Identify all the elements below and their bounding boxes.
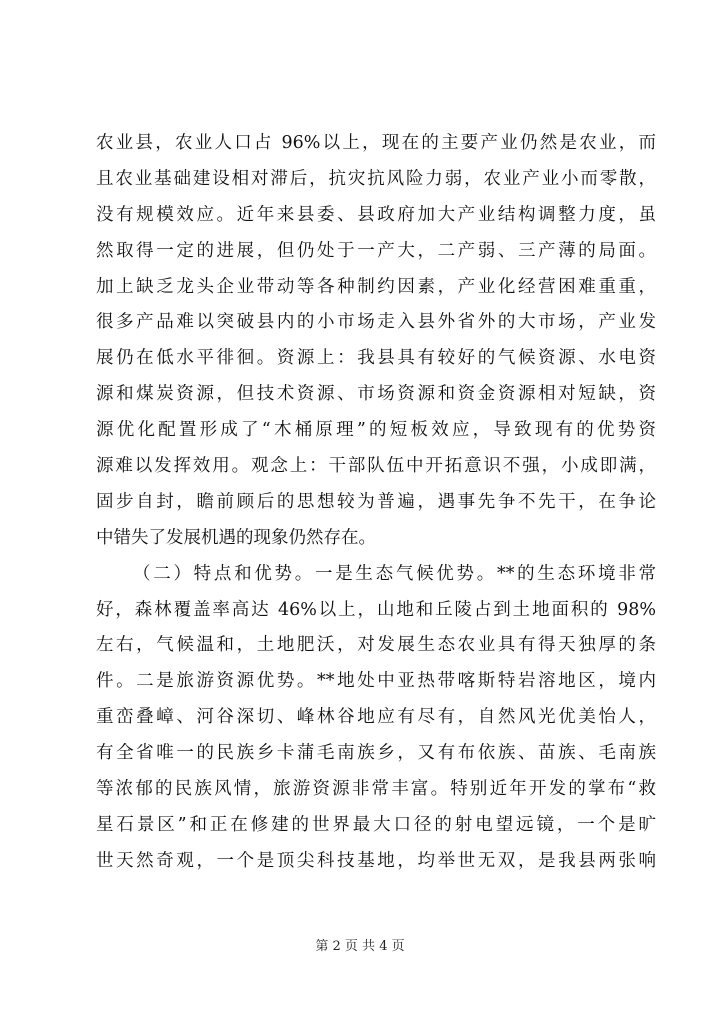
text-line: 源难以发挥效用。观念上：干部队伍中开拓意识不强，小成即满， xyxy=(96,456,656,477)
page-number-footer: 第 2 页 共 4 页 xyxy=(315,939,405,954)
body-text xyxy=(96,126,656,880)
text-line: 源和煤炭资源，但技术资源、市场资源和资金资源相对短缺，资 xyxy=(96,384,656,405)
text-line: 世天然奇观，一个是顶尖科技基地，均举世无双，是我县两张响 xyxy=(96,850,656,871)
text-line: 好，森林覆盖率高达 46%以上，山地和丘陵占到土地面积的 98% xyxy=(96,599,656,620)
text-line: 加上缺乏龙头企业带动等各种制约因素，产业化经营困难重重， xyxy=(96,276,656,297)
text-line: 没有规模效应。近年来县委、县政府加大产业结构调整力度，虽 xyxy=(96,204,656,225)
paragraph-1 xyxy=(96,126,656,557)
paragraph-2 xyxy=(96,557,656,880)
text-line: 件。二是旅游资源优势。**地处中亚热带喀斯特岩溶地区，境内 xyxy=(96,671,656,692)
text-line: 固步自封，瞻前顾后的思想较为普遍，遇事先争不先干，在争论 xyxy=(96,491,656,512)
text-line: 然取得一定的进展，但仍处于一产大，二产弱、三产薄的局面。 xyxy=(96,240,656,261)
text-line: 重峦叠嶂、河谷深切、峰林谷地应有尽有，自然风光优美怡人， xyxy=(96,707,656,728)
text-line: 中错失了发展机遇的现象仍然存在。 xyxy=(96,527,376,548)
text-line: 展仍在低水平徘徊。资源上：我县具有较好的气候资源、水电资 xyxy=(96,348,656,369)
text-line: 等浓郁的民族风情，旅游资源非常丰富。特别近年开发的掌布“救 xyxy=(96,779,656,800)
text-line: 星石景区”和正在修建的世界最大口径的射电望远镜，一个是旷 xyxy=(96,814,656,835)
text-line: 左右，气候温和，土地肥沃，对发展生态农业具有得天独厚的条 xyxy=(96,635,656,656)
text-line: 农业县，农业人口占 96%以上，现在的主要产业仍然是农业，而 xyxy=(96,133,656,153)
text-line: （二）特点和优势。一是生态气候优势。**的生态环境非常 xyxy=(133,563,656,584)
text-line: 有全省唯一的民族乡卡蒲毛南族乡，又有布依族、苗族、毛南族 xyxy=(96,743,656,764)
text-line: 很多产品难以突破县内的小市场走入县外省外的大市场，产业发 xyxy=(96,312,656,333)
text-line: 源优化配置形成了“木桶原理”的短板效应，导致现有的优势资 xyxy=(96,420,656,441)
text-line: 且农业基础建设相对滞后，抗灾抗风险力弱，农业产业小而零散， xyxy=(96,168,656,189)
